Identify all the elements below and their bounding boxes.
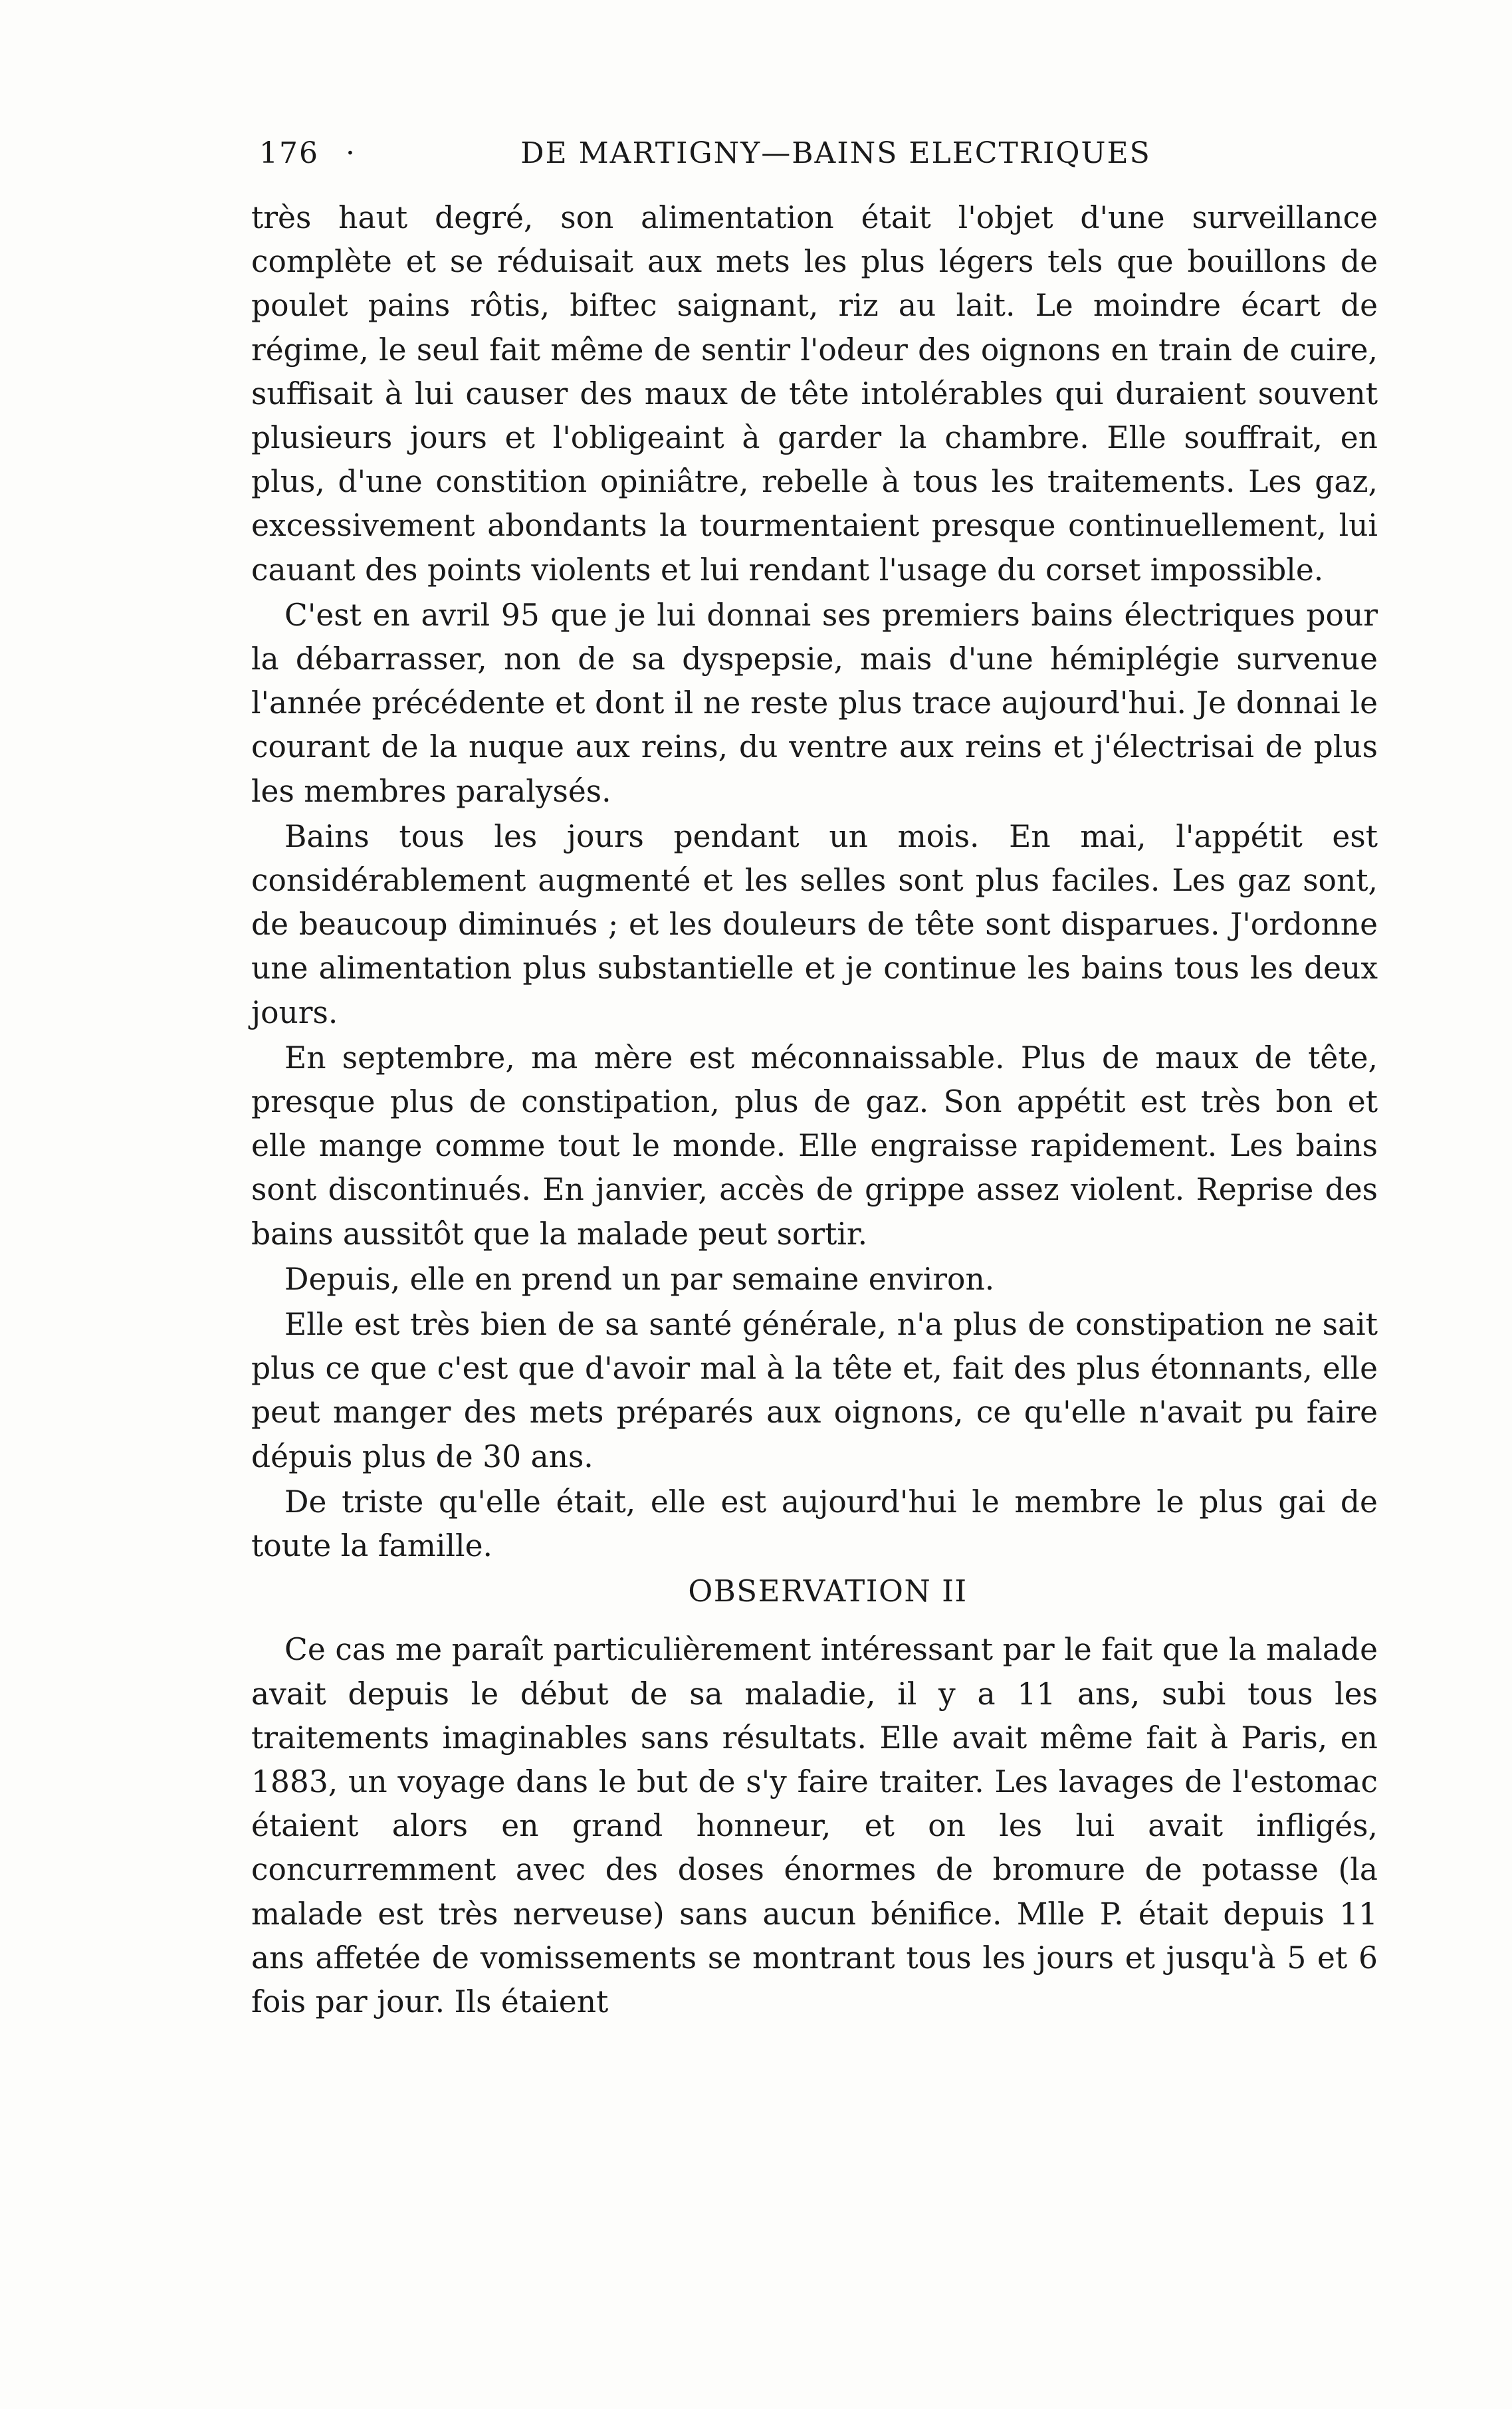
paragraph-6: Elle est très bien de sa santé générale, n'a plus de constipation ne sait plus ce que c'est que d'avoir mal à la tête et, fait des plus étonnants, elle peut manger des mets préparés aux oignons, ce qu'elle n'avait pu faire dépuis plus de 30 ans.	[251, 1307, 1378, 1474]
body-text	[251, 196, 1378, 2024]
paragraph-7: De triste qu'elle était, elle est aujourd'hui le membre le plus gai de toute la famille.	[251, 1484, 1378, 1564]
page-header	[249, 136, 1376, 183]
paragraph-1: très haut degré, son alimentation était l'objet d'une surveillance complète et se réduisait aux mets les plus légers tels que bouillons de poulet pains rôtis, biftec saignant, riz au lait. Le moindre écart de régime, le seul fait même de sentir l'odeur des oignons en train de cuire, suffisait à lui causer des maux de tête intolérables qui duraient souvent plusieurs jours et l'obligeaint à garder la chambre. Elle souffrait, en plus, d'une constition opiniâtre, rebelle à tous les traitements. Les gaz, excessivement abondants la tourmentaient presque continuellement, lui cauant des points violents et lui rendant l'usage du corset impossible.	[251, 200, 1378, 588]
running-title: DE MARTIGNY—BAINS ELECTRIQUES	[520, 136, 1151, 170]
page-number: 176	[259, 136, 319, 170]
header-bullet: ·	[346, 136, 356, 170]
paragraph-5: Depuis, elle en prend un par semaine environ.	[284, 1261, 995, 1297]
paragraph-2: C'est en avril 95 que je lui donnai ses premiers bains électriques pour la débarrasser, non de sa dyspepsie, mais d'une hémiplégie survenue l'année précédente et dont il ne reste plus trace aujourd'hui. Je donnai le courant de la nuque aux reins, du ventre aux reins et j'électrisai de plus les membres paralysés.	[251, 597, 1378, 809]
section-heading: OBSERVATION II	[688, 1573, 968, 1609]
paragraph-3: Bains tous les jours pendant un mois. En mai, l'appétit est considérablement augmenté et les selles sont plus faciles. Les gaz sont, de beaucoup diminués ; et les douleurs de tête sont disparues. J'ordonne une alimentation plus substantielle et je continue les bains tous les deux jours.	[251, 818, 1378, 1030]
section-paragraph-1: Ce cas me paraît particulièrement intéressant par le fait que la malade avait depuis le début de sa maladie, il y a 11 ans, subi tous les traitements imaginables sans résultats. Elle avait même fait à Paris, en 1883, un voyage dans le but de s'y faire traiter. Les lavages de l'estomac étaient alors en grand honneur, et on les lui avait infligés, concurremment avec des doses énormes de bromure de potasse (la malade est très nerveuse) sans aucun bénifice. Mlle P. était depuis 11 ans affetée de vomissements se montrant tous les jours et jusqu'à 5 et 6 fois par jour. Ils étaient	[251, 1632, 1378, 2019]
paragraph-4: En septembre, ma mère est méconnaissable. Plus de maux de tête, presque plus de constipation, plus de gaz. Son appétit est très bon et elle mange comme tout le monde. Elle engraisse rapidement. Les bains sont discontinués. En janvier, accès de grippe assez violent. Reprise des bains aussitôt que la malade peut sortir.	[251, 1040, 1378, 1252]
